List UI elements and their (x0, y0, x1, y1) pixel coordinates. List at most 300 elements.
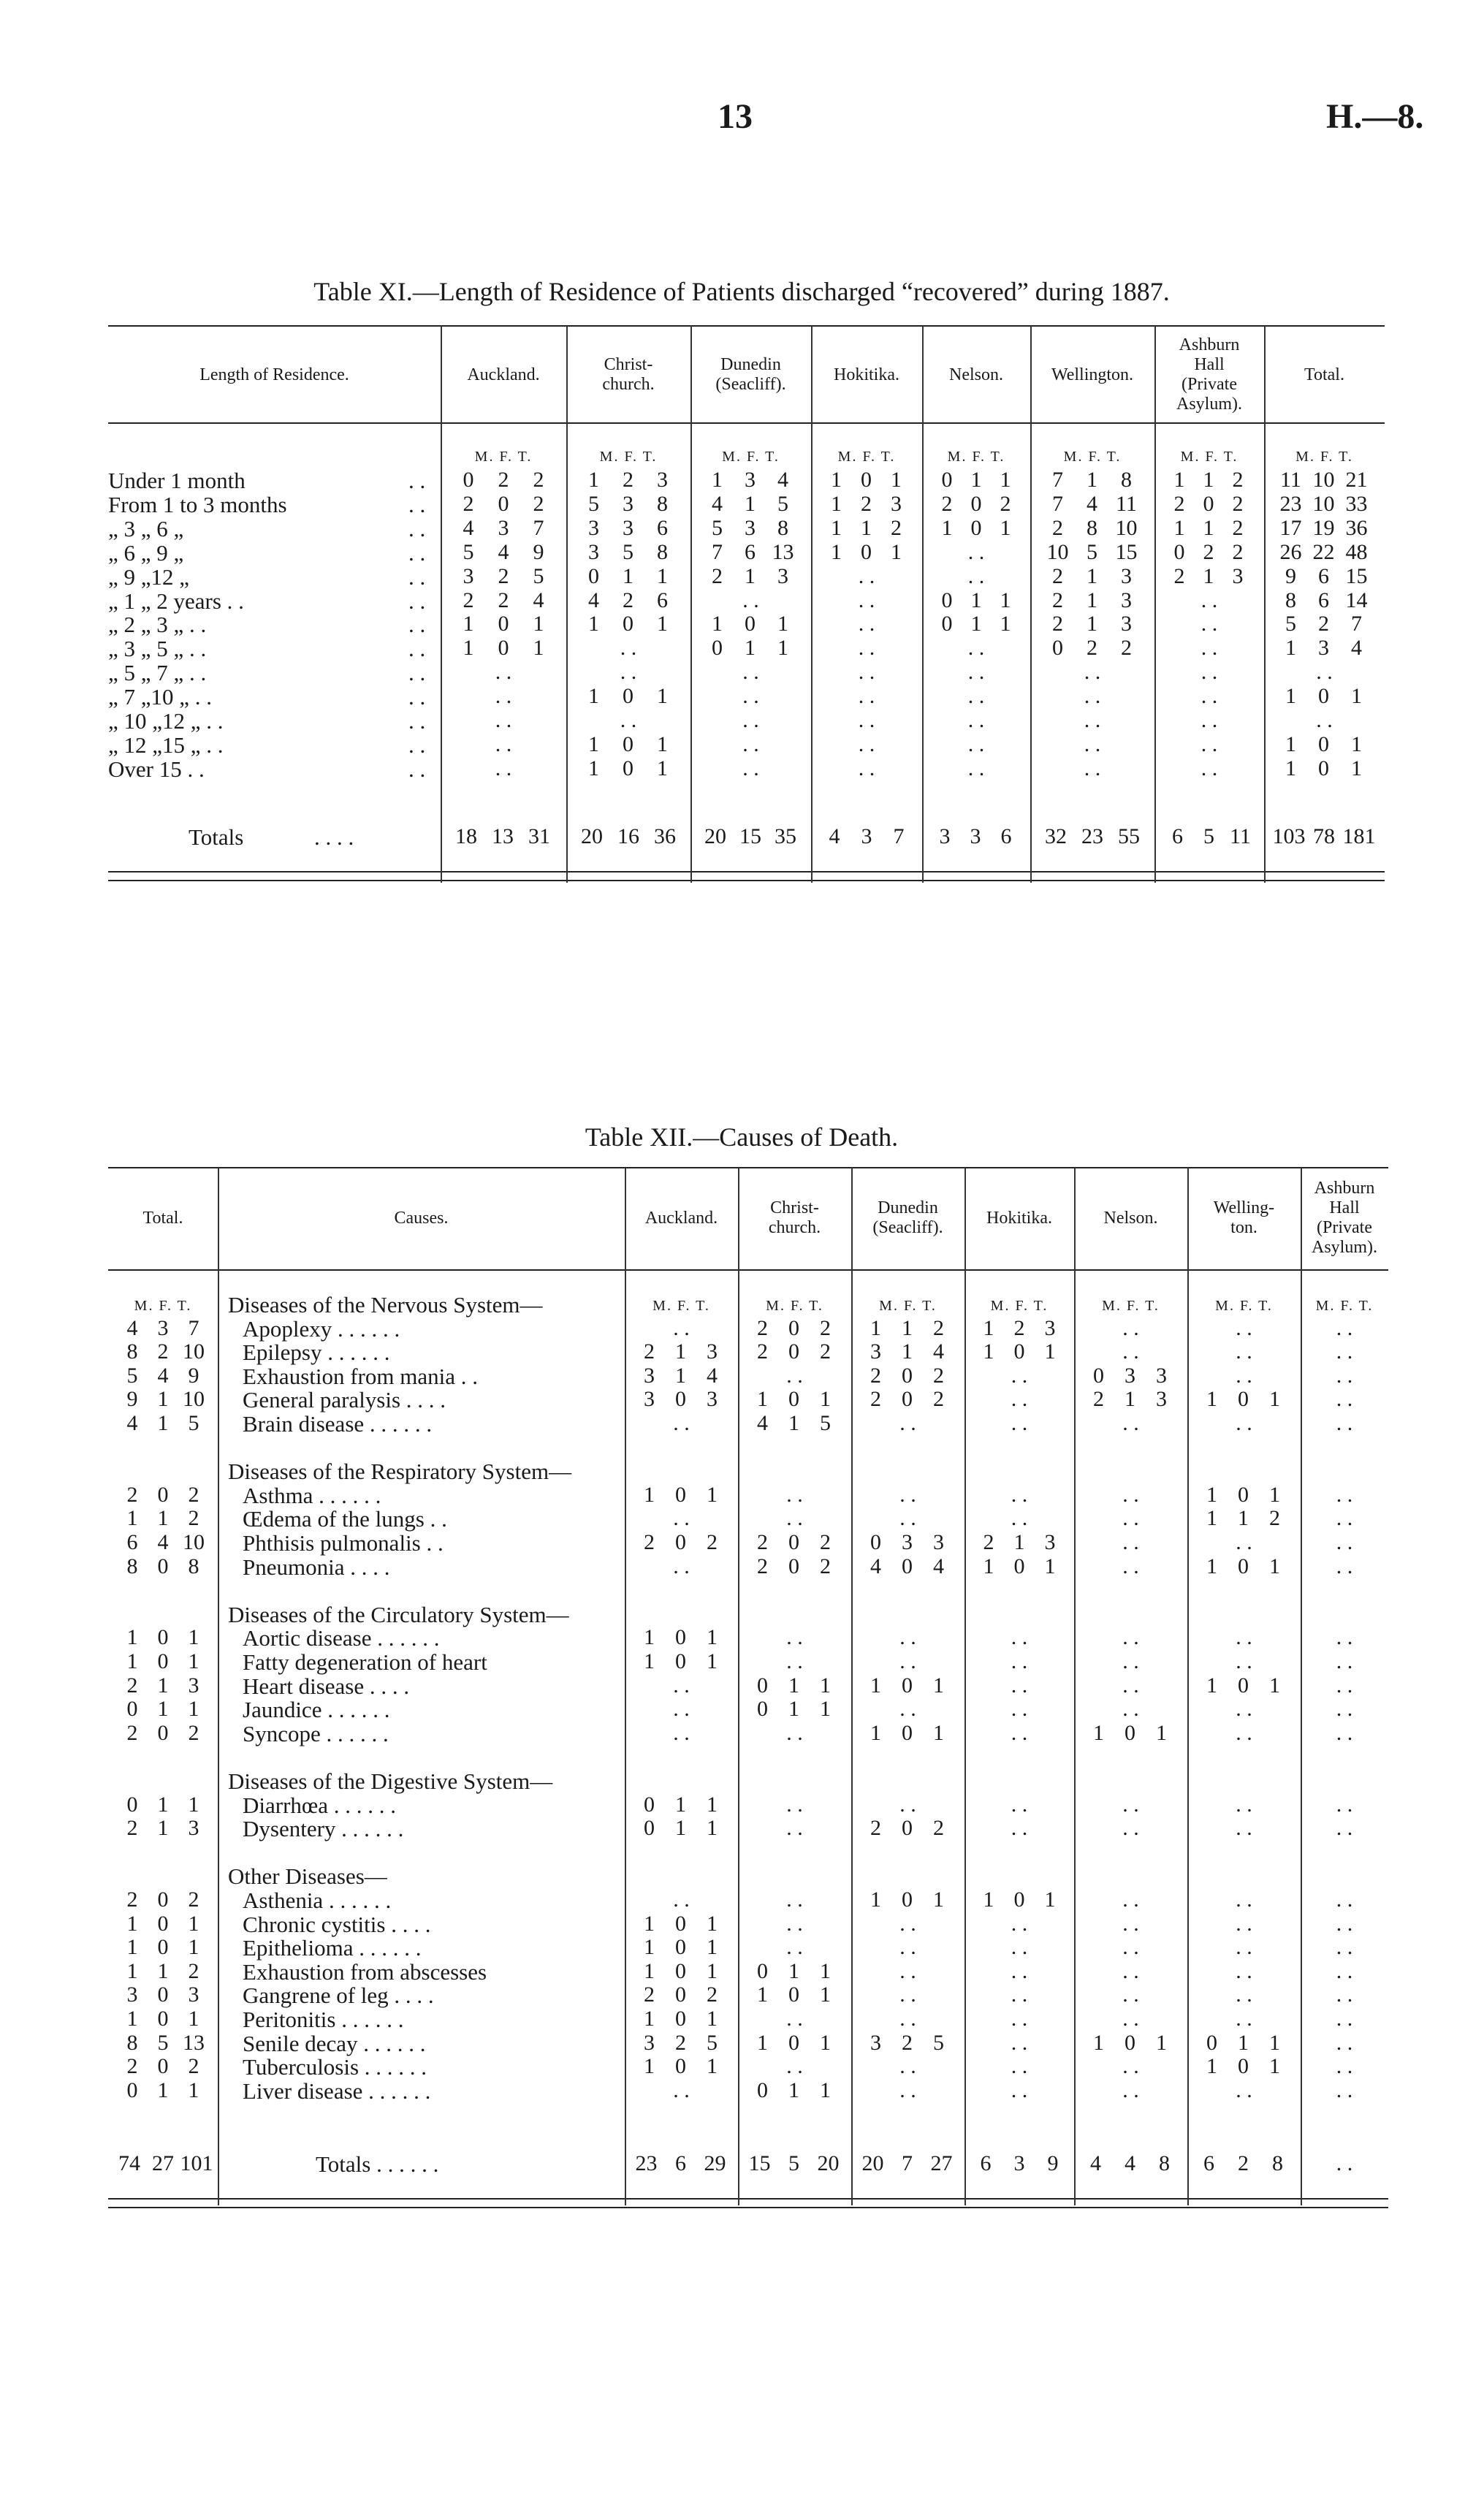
data-cell: . . (1122, 1625, 1139, 1649)
column-divider (218, 1168, 219, 2205)
data-cell (860, 1816, 956, 1841)
column-header: Wellington. (1051, 365, 1134, 384)
total-cell (117, 1530, 209, 1555)
row-label: „ 12 „15 „ . . (108, 732, 224, 758)
cell-value: 0 (757, 1697, 768, 1721)
column-header: Christ- church. (768, 1198, 821, 1237)
data-cell: . . (1011, 2078, 1028, 2102)
cell-value: 4 (1087, 492, 1097, 516)
data-cell (1165, 468, 1254, 493)
cell-value: 20 (817, 2151, 840, 2175)
mft-subheader: M. F. T. (722, 449, 780, 465)
cell-value: 2 (983, 1530, 994, 1554)
cell-value: 1 (707, 1816, 718, 1840)
cell-value: 1 (1093, 2031, 1104, 2055)
data-cell: . . (1200, 708, 1218, 732)
cause-label: Dysentery . . . . . . (243, 1816, 404, 1841)
data-cell: . . (786, 1887, 803, 1912)
cell-value: 2 (1173, 492, 1185, 516)
cell-value: 3 (745, 468, 756, 492)
cell-value: 0 (1013, 1554, 1025, 1578)
data-cell: . . (967, 708, 985, 732)
leader-dots: . . (408, 516, 426, 541)
cell-value: 0 (788, 1316, 799, 1340)
totals-label: Totals . . . . . . (316, 2151, 439, 2177)
cell-value: 2 (1013, 1316, 1025, 1340)
cell-value: 2 (126, 1483, 138, 1507)
cell-value: 27 (930, 2151, 953, 2175)
column-header: Nelson. (1103, 1208, 1158, 1228)
leader-dots: . . (408, 756, 426, 782)
page-reference: H.—8. (1326, 97, 1424, 136)
cell-value: 1 (1087, 588, 1097, 612)
data-cell (451, 492, 556, 517)
data-cell: . . (742, 732, 759, 756)
cell-value: 3 (1013, 2151, 1025, 2175)
data-cell: . . (495, 660, 512, 684)
cell-value: 1 (788, 2078, 799, 2102)
data-cell: . . (1122, 1887, 1139, 1912)
cell-value: 0 (644, 1792, 655, 1817)
cell-value: 0 (902, 1721, 913, 1745)
cell-value: 4 (126, 1316, 138, 1340)
cell-value: 0 (1125, 1721, 1135, 1745)
cell-value: 5 (588, 492, 599, 516)
cell-value: 1 (870, 1721, 881, 1745)
data-cell (633, 1935, 729, 1960)
row-label: „ 3 „ 6 „ (108, 516, 184, 541)
data-cell: . . (1122, 1649, 1139, 1673)
leader-dots: . . (408, 468, 426, 493)
data-cell: . . (786, 1816, 803, 1840)
total-cell (117, 1483, 209, 1508)
column-header: Auckland. (467, 365, 540, 384)
data-cell (451, 564, 556, 589)
data-cell: . . (1236, 1649, 1252, 1673)
cell-value: 0 (712, 636, 723, 660)
cause-label: Asthma . . . . . . (243, 1483, 381, 1508)
cell-value: 0 (1125, 2031, 1135, 2055)
data-cell (633, 1483, 729, 1508)
cell-value: 2 (933, 1316, 944, 1340)
cell-value: 0 (644, 1816, 655, 1840)
cell-value: 1 (188, 1625, 199, 1649)
cell-value: 0 (902, 1364, 913, 1388)
data-cell (747, 1387, 842, 1412)
data-cell (1274, 540, 1374, 565)
data-cell: . . (1336, 1625, 1353, 1649)
row-label: „ 2 „ 3 „ . . (108, 612, 207, 637)
cell-value: 1 (820, 1387, 831, 1411)
cell-value: 5 (1285, 612, 1296, 636)
data-cell (932, 468, 1020, 493)
data-cell: . . (1336, 1554, 1353, 1578)
data-cell (577, 468, 680, 493)
cell-value: 0 (757, 1959, 768, 1983)
cell-value: 1 (1206, 2054, 1217, 2078)
cell-value: 1 (588, 732, 599, 756)
cell-value: 1 (891, 540, 902, 564)
data-cell: . . (967, 684, 985, 708)
cell-value: 33 (1345, 492, 1368, 516)
cell-value: 1 (1087, 564, 1097, 588)
totals-cell (629, 2151, 734, 2176)
data-cell: . . (858, 684, 875, 708)
mft-subheader: M. F. T. (1215, 1298, 1273, 1314)
cell-value: 0 (1238, 1483, 1249, 1507)
totals-cell (742, 2151, 847, 2176)
page-number: 13 (718, 97, 753, 136)
data-cell (633, 2007, 729, 2031)
cell-value: 3 (623, 492, 633, 516)
cell-value: 5 (126, 1364, 138, 1388)
leader-dots: . . . . (314, 824, 354, 850)
cell-value: 8 (1272, 2151, 1283, 2175)
cell-value: 2 (712, 564, 723, 588)
data-cell (860, 1364, 956, 1388)
total-cell (117, 1673, 209, 1698)
data-cell (633, 1339, 729, 1364)
cell-value: 0 (675, 1982, 686, 2007)
data-cell: . . (786, 1506, 803, 1530)
cell-value: 1 (1285, 756, 1296, 780)
cell-value: 1 (707, 1912, 718, 1936)
cell-value: 8 (1121, 468, 1132, 492)
data-cell (451, 468, 556, 493)
cell-value: 1 (657, 684, 668, 708)
cell-value: 2 (861, 492, 872, 516)
data-cell: . . (1336, 1792, 1353, 1817)
cell-value: 0 (788, 1339, 799, 1364)
column-divider (851, 1168, 853, 2205)
cell-value: 3 (188, 1982, 199, 2007)
cell-value: 0 (1238, 2054, 1249, 2078)
cell-value: 3 (1121, 588, 1132, 612)
data-cell (747, 2031, 842, 2056)
data-cell (747, 1530, 842, 1555)
cell-value: 1 (745, 636, 756, 660)
data-cell: . . (1236, 1625, 1252, 1649)
data-cell (633, 1912, 729, 1936)
data-cell (973, 1887, 1065, 1912)
column-divider (1074, 1168, 1076, 2205)
cell-value: 2 (675, 2031, 686, 2055)
cell-value: 0 (126, 1792, 138, 1817)
cell-value: 1 (1285, 732, 1296, 756)
cell-value: 15 (1115, 540, 1138, 564)
data-cell: . . (742, 756, 759, 780)
row-label: Under 1 month (108, 468, 246, 493)
cause-label: Peritonitis . . . . . . (243, 2007, 404, 2032)
cell-value: 2 (1318, 612, 1329, 636)
cell-value: 13 (183, 2031, 205, 2055)
cause-label: Epilepsy . . . . . . (243, 1339, 390, 1365)
data-cell: . . (1011, 1411, 1028, 1435)
data-cell: . . (1011, 1935, 1028, 1959)
cell-value: 3 (861, 824, 872, 848)
row-label: From 1 to 3 months (108, 492, 287, 517)
total-cell (117, 1554, 209, 1579)
cell-value: 0 (1238, 1673, 1249, 1697)
cell-value: 9 (126, 1387, 138, 1411)
data-cell: . . (1336, 2054, 1353, 2078)
data-cell (701, 468, 801, 493)
cell-value: 0 (861, 540, 872, 564)
cell-value: 1 (983, 1316, 994, 1340)
mft-subheader: M. F. T. (1295, 449, 1353, 465)
data-cell: . . (1011, 1959, 1028, 1983)
cell-value: 15 (1345, 564, 1368, 588)
cell-value: 48 (1345, 540, 1368, 564)
data-cell: . . (1011, 1483, 1028, 1507)
cell-value: 2 (1087, 636, 1097, 660)
cell-value: 1 (1285, 636, 1296, 660)
data-cell (1040, 636, 1144, 661)
data-cell: . . (967, 756, 985, 780)
cause-group-heading: Diseases of the Circulatory System— (228, 1602, 569, 1627)
data-cell: . . (1122, 1483, 1139, 1507)
cell-value: 0 (675, 1912, 686, 1936)
rule-line (108, 871, 1385, 872)
data-cell (973, 1339, 1065, 1364)
leader-dots: . . (408, 732, 426, 758)
cause-label: Asthenia . . . . . . (243, 1887, 392, 1913)
data-cell: . . (1336, 1721, 1353, 1745)
data-cell (973, 1554, 1065, 1579)
data-cell: . . (786, 1912, 803, 1936)
cell-value: 5 (463, 540, 474, 564)
cell-value: 13 (772, 540, 794, 564)
cell-value: 6 (1318, 564, 1329, 588)
cell-value: 1 (1206, 1506, 1217, 1530)
data-cell: . . (967, 636, 985, 660)
leader-dots: . . (408, 540, 426, 566)
totals-cell (574, 824, 683, 849)
data-cell: . . (1011, 2007, 1028, 2031)
cell-value: 1 (644, 1625, 655, 1649)
data-cell: . . (742, 684, 759, 708)
data-cell (747, 1959, 842, 1984)
cell-value: 1 (675, 1816, 686, 1840)
cell-value: 3 (1125, 1364, 1135, 1388)
cell-value: 3 (870, 1339, 881, 1364)
data-cell: . . (1200, 588, 1218, 612)
data-cell: . . (1122, 1959, 1139, 1983)
cell-value: 2 (1232, 468, 1244, 492)
row-label: „ 9 „12 „ (108, 564, 190, 590)
data-cell: . . (858, 636, 875, 660)
cell-value: 8 (126, 1554, 138, 1578)
column-divider (964, 1168, 966, 2205)
cell-value: 21 (1345, 468, 1368, 492)
cell-value: 3 (939, 824, 951, 848)
data-cell: . . (1336, 1912, 1353, 1936)
data-cell: . . (1011, 1506, 1028, 1530)
cell-value: 1 (1093, 1721, 1104, 1745)
cell-value: 1 (870, 1316, 881, 1340)
cell-value: 0 (902, 1673, 913, 1697)
cell-value: 1 (644, 1912, 655, 1936)
cell-value: 1 (157, 1816, 169, 1840)
row-label: „ 7 „10 „ . . (108, 684, 213, 710)
cell-value: 2 (644, 1530, 655, 1554)
cell-value: 1 (1203, 516, 1214, 540)
cell-value: 0 (788, 1530, 799, 1554)
cell-value: 1 (820, 1697, 831, 1721)
cell-value: 1 (712, 612, 723, 636)
cell-value: 1 (588, 756, 599, 780)
data-cell: . . (1084, 756, 1101, 780)
cell-value: 2 (870, 1816, 881, 1840)
data-cell: . . (673, 1506, 690, 1530)
cell-value: 1 (788, 1411, 799, 1435)
cell-value: 3 (891, 492, 902, 516)
cause-label: Heart disease . . . . (243, 1673, 410, 1699)
data-cell: . . (1084, 684, 1101, 708)
cell-value: 4 (157, 1530, 169, 1554)
column-header: Dunedin (Seacliff). (715, 355, 786, 394)
data-cell: . . (899, 1483, 916, 1507)
cell-value: 15 (739, 824, 761, 848)
data-cell: . . (1316, 708, 1333, 732)
data-cell (747, 1673, 842, 1698)
cell-value: 0 (1238, 1554, 1249, 1578)
totals-cell: . . (1336, 2151, 1353, 2175)
data-cell: . . (1122, 1530, 1139, 1554)
data-cell: . . (1122, 1697, 1139, 1721)
cell-value: 6 (1000, 824, 1012, 848)
cell-value: 3 (463, 564, 474, 588)
cell-value: 4 (1125, 2151, 1135, 2175)
data-cell: . . (1236, 2007, 1252, 2031)
cell-value: 0 (157, 1935, 169, 1959)
cell-value: 1 (831, 540, 842, 564)
cell-value: 0 (498, 492, 509, 516)
total-cell (117, 1912, 209, 1936)
cell-value: 2 (1052, 516, 1063, 540)
data-cell: . . (858, 756, 875, 780)
cell-value: 2 (126, 2054, 138, 2078)
cell-value: 2 (644, 1982, 655, 2007)
cell-value: 1 (1013, 1530, 1025, 1554)
cell-value: 20 (861, 2151, 884, 2175)
data-cell: . . (620, 660, 637, 684)
data-cell (1083, 1364, 1179, 1388)
cell-value: 1 (157, 1506, 169, 1530)
cell-value: 9 (1047, 2151, 1059, 2175)
cell-value: 7 (1052, 492, 1063, 516)
cell-value: 74 (118, 2151, 140, 2175)
mft-subheader: M. F. T. (990, 1298, 1049, 1314)
data-cell: . . (1122, 1982, 1139, 2007)
cell-value: 1 (1206, 1554, 1217, 1578)
cause-label: Exhaustion from mania . . (243, 1364, 478, 1389)
table-xii-title: Table XII.—Causes of Death. (585, 1122, 899, 1152)
data-cell: . . (1236, 1721, 1252, 1745)
cell-value: 9 (533, 540, 544, 564)
data-cell: . . (899, 1649, 916, 1673)
total-cell (117, 1649, 209, 1674)
data-cell (1274, 756, 1374, 781)
rule-line (108, 1167, 1388, 1168)
data-cell: . . (1200, 612, 1218, 636)
cell-value: 1 (644, 1649, 655, 1673)
data-cell (577, 540, 680, 565)
data-cell (451, 540, 556, 565)
cell-value: 15 (748, 2151, 771, 2175)
cell-value: 7 (893, 824, 905, 848)
data-cell (701, 540, 801, 565)
cell-value: 1 (1285, 684, 1296, 708)
data-cell: . . (742, 708, 759, 732)
cell-value: 0 (941, 468, 953, 492)
cell-value: 6 (657, 516, 668, 540)
cell-value: 3 (644, 1387, 655, 1411)
cell-value: 11 (1116, 492, 1137, 516)
row-label: „ 10 „12 „ . . (108, 708, 224, 734)
cell-value: 2 (757, 1530, 768, 1554)
data-cell: . . (899, 1935, 916, 1959)
data-cell (860, 1316, 956, 1341)
cell-value: 5 (777, 492, 788, 516)
cell-value: 5 (533, 564, 544, 588)
cause-label: Jaundice . . . . . . (243, 1697, 390, 1722)
leader-dots: . . (408, 636, 426, 661)
cell-value: 4 (588, 588, 599, 612)
cell-value: 1 (707, 1792, 718, 1817)
data-cell (633, 1387, 729, 1412)
cell-value: 2 (188, 1483, 199, 1507)
data-cell (1165, 564, 1254, 589)
data-cell (860, 1673, 956, 1698)
cell-value: 1 (644, 2007, 655, 2031)
cell-value: 1 (644, 2054, 655, 2078)
cell-value: 0 (1238, 1387, 1249, 1411)
cell-value: 4 (157, 1364, 169, 1388)
cell-value: 0 (157, 2054, 169, 2078)
cell-value: 2 (188, 1887, 199, 1912)
cell-value: 0 (870, 1530, 881, 1554)
data-cell: . . (899, 1982, 916, 2007)
cell-value: 4 (712, 492, 723, 516)
cell-value: 5 (788, 2151, 799, 2175)
cell-value: 1 (788, 1673, 799, 1697)
cell-value: 16 (617, 824, 639, 848)
data-cell: . . (1236, 1411, 1252, 1435)
cell-value: 2 (533, 492, 544, 516)
data-cell: . . (1316, 660, 1333, 684)
cell-value: 2 (933, 1387, 944, 1411)
table-xi-title: Table XI.—Length of Residence of Patients discharged “recovered” during 1887. (313, 277, 1170, 306)
cell-value: 5 (707, 2031, 718, 2055)
data-cell: . . (1011, 2031, 1028, 2055)
total-cell (117, 1506, 209, 1531)
data-cell: . . (1122, 2007, 1139, 2031)
cell-value: 1 (870, 1887, 881, 1912)
cell-value: 7 (1052, 468, 1063, 492)
cell-value: 1 (1351, 732, 1362, 756)
cell-value: 1 (1203, 468, 1214, 492)
data-cell (1083, 1721, 1179, 1746)
cell-value: 4 (533, 588, 544, 612)
data-cell (1274, 492, 1374, 517)
cell-value: 2 (533, 468, 544, 492)
data-cell (1040, 468, 1144, 493)
data-cell: . . (1236, 1697, 1252, 1721)
cell-value: 2 (941, 492, 953, 516)
data-cell (1196, 2031, 1292, 2056)
data-cell: . . (1011, 1816, 1028, 1840)
